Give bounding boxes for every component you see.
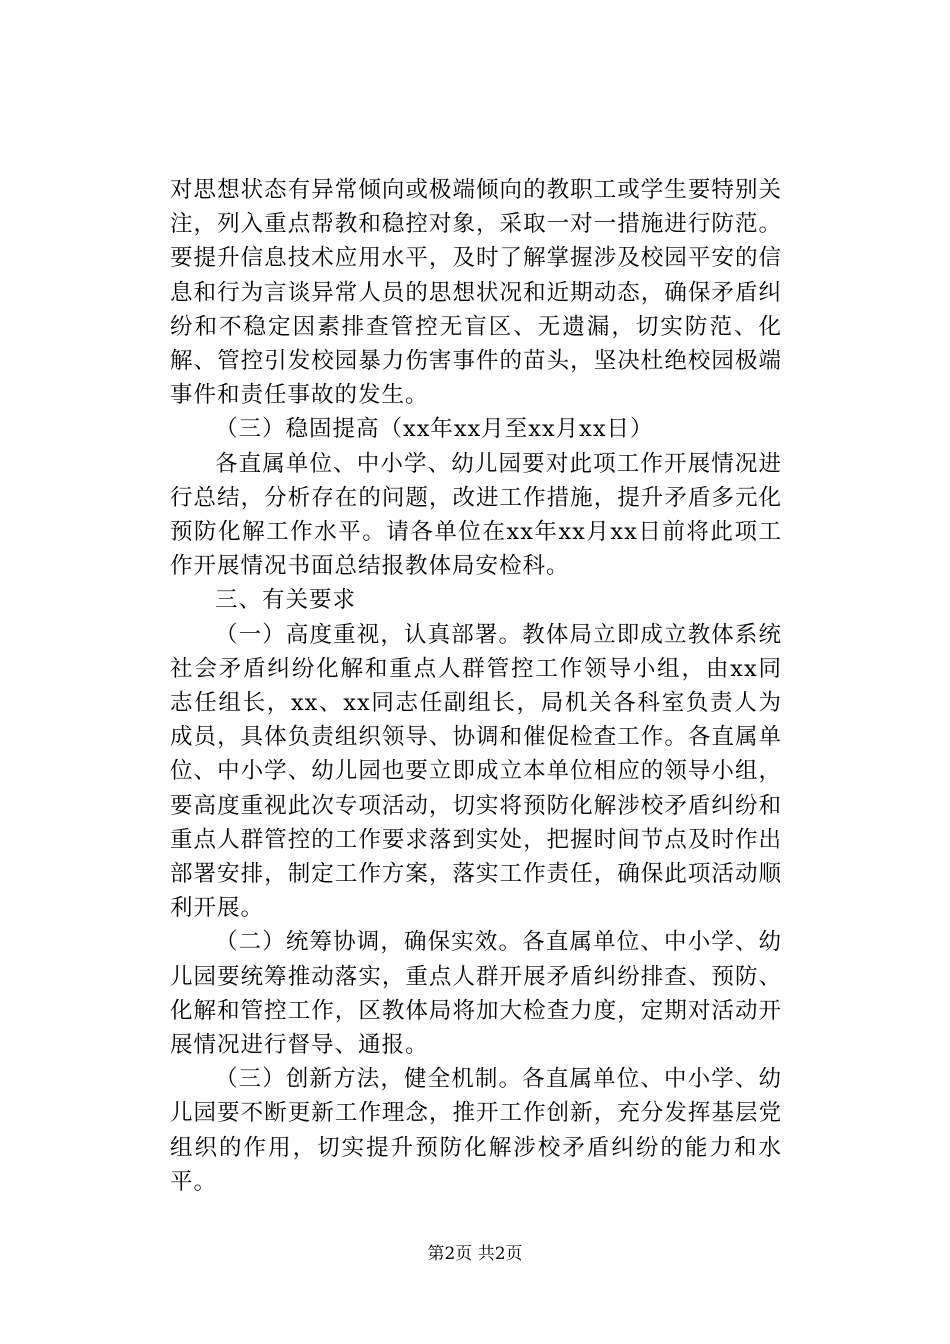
heading-stage-three: （三）稳固提高（xx年xx月至xx月xx日） bbox=[215, 416, 654, 443]
paragraph-requirement-two: （二）统筹协调，确保实效。各直属单位、中小学、幼儿园要统筹推动落实，重点人群开展矛盾纠纷排查、预防、化解和管控工作，区教体局将加大检查力度，定期对活动开展情况进行督导、通报。 bbox=[170, 929, 782, 1059]
heading-requirements: 三、有关要求 bbox=[215, 587, 357, 614]
document-body bbox=[170, 173, 782, 1199]
paragraph-safety-monitoring: 对思想状态有异常倾向或极端倾向的教职工或学生要特别关注，列入重点帮教和稳控对象，采取一对一措施进行防范。要提升信息技术应用水平，及时了解掌握涉及校园平安的信息和行为言谈异常人员的思想状况和近期动态，确保矛盾纠纷和不稳定因素排查管控无盲区、无遗漏，切实防范、化解、管控引发校园暴力伤害事件的苗头，坚决杜绝校园极端事件和责任事故的发生。 bbox=[170, 177, 782, 409]
paragraph-requirement-three: （三）创新方法，健全机制。各直属单位、中小学、幼儿园要不断更新工作理念，推开工作创新，充分发挥基层党组织的作用，切实提升预防化解涉校矛盾纠纷的能力和水平。 bbox=[170, 1066, 782, 1195]
paragraph-stage-three-summary: 各直属单位、中小学、幼儿园要对此项工作开展情况进行总结，分析存在的问题，改进工作措施，提升矛盾多元化预防化解工作水平。请各单位在xx年xx月xx日前将此项工作开展情况书面总结报教体局安检科。 bbox=[170, 450, 782, 580]
paragraph-requirement-one: （一）高度重视，认真部署。教体局立即成立教体系统社会矛盾纠纷化解和重点人群管控工作领导小组，由xx同志任组长，xx、xx同志任副组长，局机关各科室负责人为成员，具体负责组织领导、协调和催促检查工作。各直属单位、中小学、幼儿园也要立即成立本单位相应的领导小组，要高度重视此次专项活动，切实将预防化解涉校矛盾纠纷和重点人群管控的工作要求落到实处，把握时间节点及时作出部署安排，制定工作方案，落实工作责任，确保此项活动顺利开展。 bbox=[170, 621, 782, 922]
page-number-footer: 第2页 共2页 bbox=[427, 1244, 523, 1264]
